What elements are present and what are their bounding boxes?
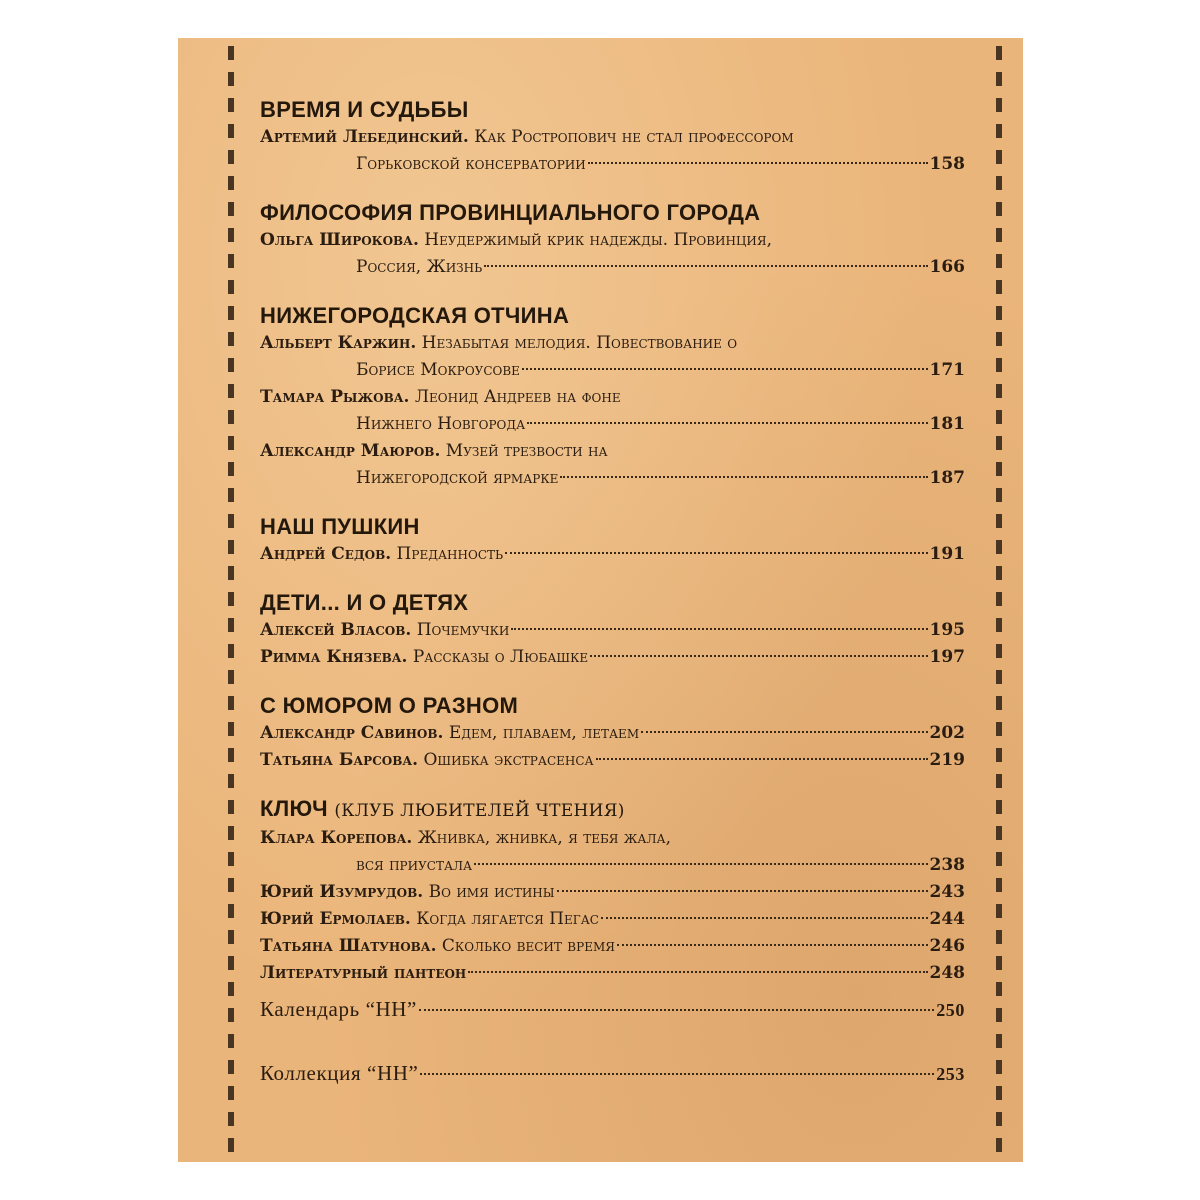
entry-title-cont: вся приустала: [356, 855, 473, 875]
entry-title: Во имя истины: [428, 882, 555, 902]
entry-title: Когда лягается Пегас: [416, 909, 599, 929]
entry-title: Неудержимый крик надежды. Провинция,: [424, 230, 772, 250]
entry-line-1: [260, 879, 965, 906]
leader-dots: [527, 422, 927, 424]
table-of-contents: [260, 96, 965, 1008]
toc-page: [178, 38, 1023, 1162]
page-number: 253: [936, 1064, 965, 1084]
calendar-entry[interactable]: [260, 996, 965, 1024]
entry-line-1: [260, 227, 965, 254]
entry-line-2: [260, 254, 965, 281]
entry-author: Юрий Ермолаев.: [260, 909, 411, 929]
toc-entry[interactable]: [260, 617, 965, 644]
entry-line-2: [260, 411, 965, 438]
entry-line-1: [260, 617, 965, 644]
left-perforation: [228, 46, 234, 1154]
toc-entry[interactable]: [260, 124, 965, 178]
page-number: 181: [929, 414, 965, 434]
entry-title-cont: Борисе Мокроусове: [356, 360, 520, 380]
leader-dots: [419, 1009, 934, 1011]
page-number: 246: [929, 936, 965, 956]
section-title-text: НАШ ПУШКИН: [260, 514, 420, 539]
leader-dots: [641, 731, 927, 733]
toc-entry[interactable]: [260, 879, 965, 906]
page-number: 191: [929, 544, 965, 564]
entry-text: [260, 933, 615, 960]
toc-entry[interactable]: [260, 384, 965, 438]
toc-entry[interactable]: [260, 825, 965, 879]
section-title: [260, 795, 965, 825]
toc-section: [260, 692, 965, 774]
entry-title: Почемучки: [416, 620, 510, 640]
leader-dots: [588, 162, 928, 164]
entry-line-1: [260, 124, 965, 151]
toc-section: [260, 302, 965, 492]
page-number: 248: [929, 963, 965, 983]
entry-line-1: [260, 960, 965, 987]
entry-line-1: [260, 720, 965, 747]
toc-entry[interactable]: [260, 906, 965, 933]
entry-title: Ошибка экстрасенса: [423, 750, 594, 770]
entry-line-1: [260, 644, 965, 671]
section-title-text: ВРЕМЯ И СУДЬБЫ: [260, 97, 469, 122]
entry-title: Леонид Андреев на фоне: [414, 387, 621, 407]
toc-section: [260, 96, 965, 178]
entry-author: Андрей Седов.: [260, 544, 392, 564]
entry-text: [260, 720, 639, 747]
entry-line-2: [260, 151, 965, 178]
toc-section: [260, 589, 965, 671]
entry-title: Незабытая мелодия. Повествование о: [421, 333, 738, 353]
entry-title: Жнивка, жнивка, я тебя жала,: [417, 828, 671, 848]
entry-title: Едем, плаваем, летаем: [448, 723, 640, 743]
leader-dots: [420, 1073, 934, 1075]
entry-title: Рассказы о Любашке: [412, 647, 589, 667]
entry-author: Литературный пантеон: [260, 963, 467, 983]
entry-author: Татьяна Шатунова.: [260, 936, 437, 956]
entry-text: [260, 906, 599, 933]
leader-dots: [474, 863, 927, 865]
leader-dots: [617, 944, 928, 946]
leader-dots: [484, 265, 927, 267]
page-number: 195: [929, 620, 965, 640]
collection-label: Коллекция “НН”: [260, 1061, 419, 1085]
entry-author: Артемий Лебединский.: [260, 127, 469, 147]
entry-line-1: [260, 438, 965, 465]
toc-entry[interactable]: [260, 541, 965, 568]
leader-dots: [505, 552, 927, 554]
leader-dots: [590, 655, 927, 657]
entry-line-2: [260, 357, 965, 384]
page-number: 158: [929, 154, 965, 174]
leader-dots: [468, 971, 927, 973]
entry-title: Как Ростропович не стал профессором: [474, 127, 794, 147]
entry-author: Татьяна Барсова.: [260, 750, 419, 770]
page-number: 244: [929, 909, 965, 929]
page-number: 238: [929, 855, 965, 875]
leader-dots: [601, 917, 928, 919]
entry-text: [260, 644, 588, 671]
section-title: [260, 692, 965, 720]
entry-author: Юрий Изумрудов.: [260, 882, 424, 902]
calendar-label: Календарь “НН”: [260, 997, 417, 1021]
entry-title: Преданность: [396, 544, 504, 564]
entry-line-2: [260, 852, 965, 879]
entry-line-1: [260, 541, 965, 568]
entry-line-1: [260, 384, 965, 411]
right-perforation: [996, 46, 1002, 1154]
section-title: [260, 302, 965, 330]
toc-section: [260, 513, 965, 568]
section-title-text: ФИЛОСОФИЯ ПРОВИНЦИАЛЬНОГО ГОРОДА: [260, 200, 761, 225]
section-title: [260, 513, 965, 541]
toc-entry[interactable]: [260, 227, 965, 281]
toc-entry[interactable]: [260, 933, 965, 960]
entry-author: Алексей Власов.: [260, 620, 412, 640]
entry-title-cont: Россия, Жизнь: [356, 257, 483, 277]
entry-line-1: [260, 330, 965, 357]
leader-dots: [522, 368, 928, 370]
toc-entry[interactable]: [260, 747, 965, 774]
section-title-text: НИЖЕГОРОДСКАЯ ОТЧИНА: [260, 303, 570, 328]
toc-entry[interactable]: [260, 960, 965, 987]
page-number: 202: [929, 723, 965, 743]
entry-title-cont: Нижегородской ярмарке: [356, 468, 559, 488]
page-number: 219: [929, 750, 965, 770]
entry-text: [260, 541, 503, 568]
entry-line-1: [260, 933, 965, 960]
toc-entry[interactable]: [260, 644, 965, 671]
collection-entry[interactable]: [260, 1060, 965, 1088]
section-title-text: КЛЮЧ: [260, 796, 328, 821]
entry-text: [260, 960, 466, 987]
entry-author: Александр Савинов.: [260, 723, 444, 743]
page-number: 187: [929, 468, 965, 488]
entry-line-2: [260, 465, 965, 492]
toc-section: [260, 795, 965, 987]
toc-entry[interactable]: [260, 720, 965, 747]
leader-dots: [511, 628, 927, 630]
entry-author: Александр Маюров.: [260, 441, 441, 461]
section-title: [260, 96, 965, 124]
page-number: 243: [929, 882, 965, 902]
toc-section: [260, 199, 965, 281]
section-title: [260, 199, 965, 227]
entry-author: Альберт Каржин.: [260, 333, 417, 353]
page-number: 171: [929, 360, 965, 380]
section-subtitle: (КЛУБ ЛЮБИТЕЛЕЙ ЧТЕНИЯ): [334, 801, 625, 821]
entry-title: Сколько весит время: [441, 936, 615, 956]
toc-entry[interactable]: [260, 438, 965, 492]
leader-dots: [596, 758, 928, 760]
entry-text: [260, 747, 594, 774]
entry-author: Ольга Широкова.: [260, 230, 419, 250]
page-number: 166: [929, 257, 965, 277]
entry-line-1: [260, 825, 965, 852]
section-title: [260, 589, 965, 617]
leader-dots: [557, 890, 928, 892]
entry-title-cont: Нижнего Новгорода: [356, 414, 526, 434]
entry-line-1: [260, 906, 965, 933]
toc-entry[interactable]: [260, 330, 965, 384]
entry-author: Клара Корепова.: [260, 828, 413, 848]
page-number: 197: [929, 647, 965, 667]
entry-text: [260, 617, 509, 644]
section-title-text: ДЕТИ... И О ДЕТЯХ: [260, 590, 469, 615]
entry-title-cont: Горьковской консерватории: [356, 154, 586, 174]
entry-text: [260, 879, 555, 906]
entry-author: Тамара Рыжова.: [260, 387, 410, 407]
section-title-text: С ЮМОРОМ О РАЗНОМ: [260, 693, 519, 718]
entry-author: Римма Князева.: [260, 647, 408, 667]
leader-dots: [560, 476, 927, 478]
page-number: 250: [936, 1000, 965, 1020]
entry-title: Музей трезвости на: [445, 441, 608, 461]
entry-line-1: [260, 747, 965, 774]
